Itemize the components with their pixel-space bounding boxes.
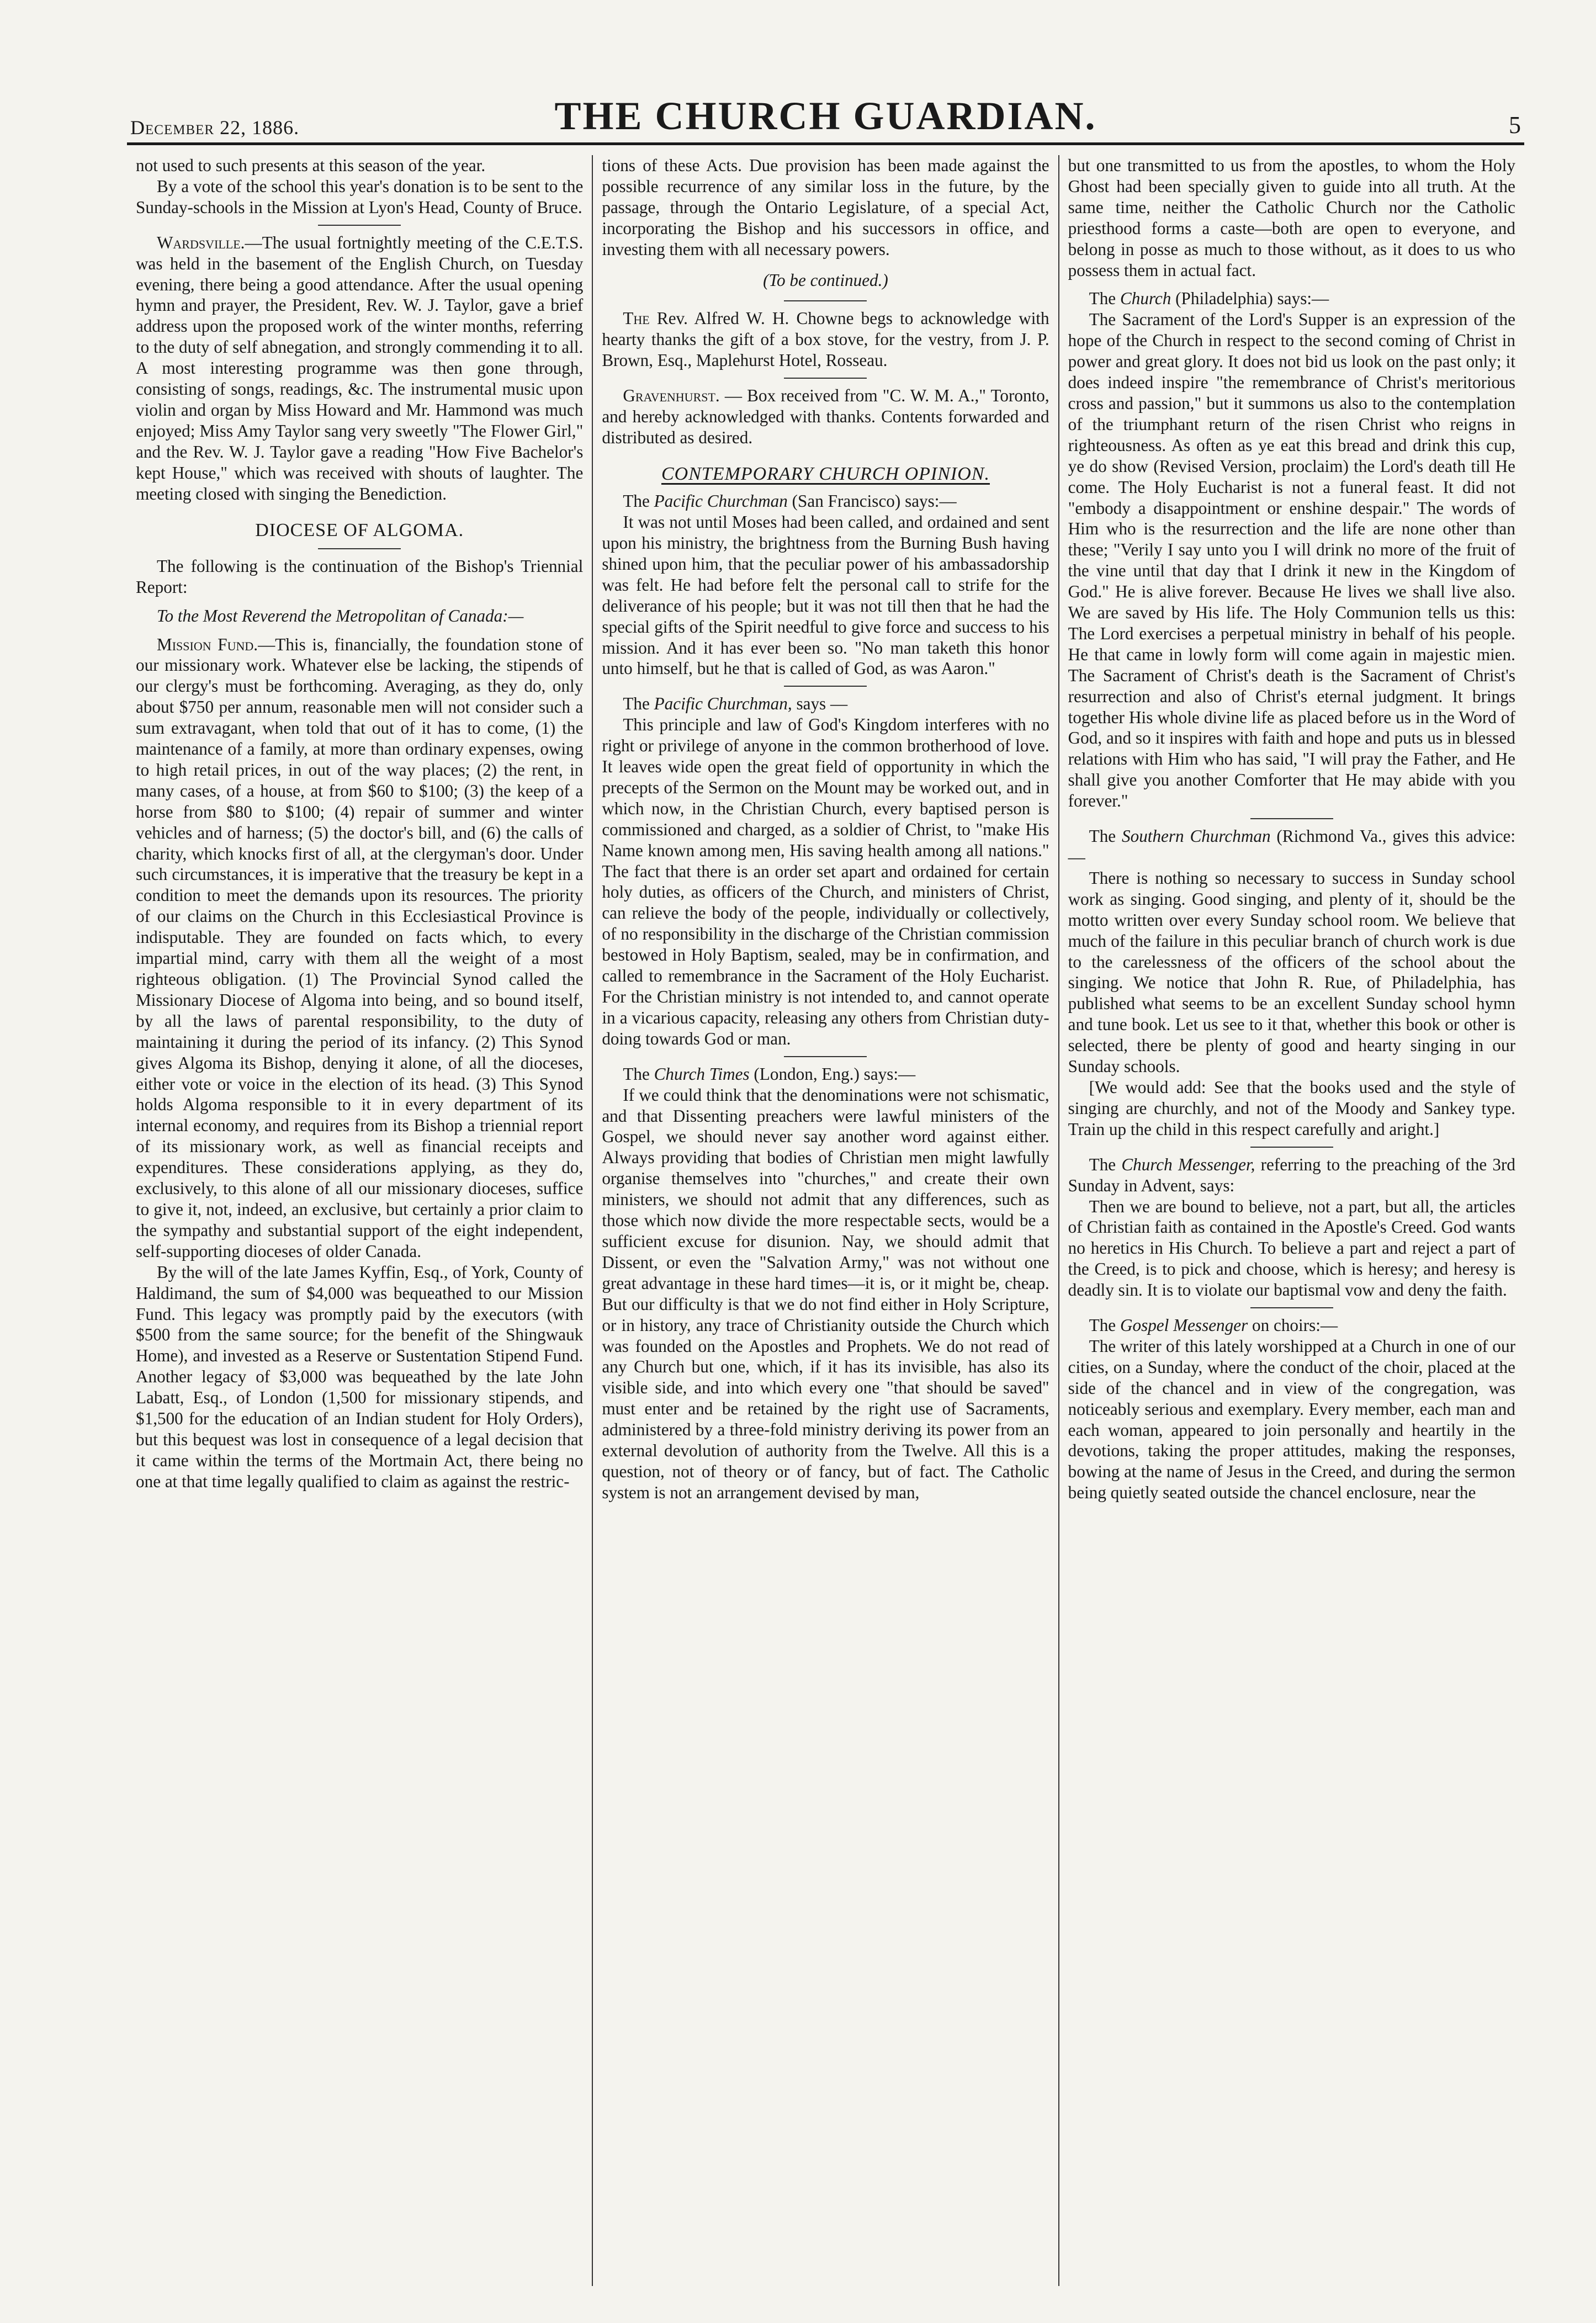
paragraph-lead: The — [623, 309, 650, 328]
paragraph — [602, 308, 1049, 371]
masthead-title: THE CHURCH GUARDIAN. — [554, 94, 1097, 138]
paragraph: The Pacific Churchman (San Francisco) says:— — [623, 491, 957, 511]
paragraph: The Pacific Churchman, says — — [623, 694, 848, 714]
paragraph-text: Rev. Alfred W. H. Chowne begs to acknowledge with hearty thanks the gift of a box stove, for the vestry, from J. P. Brown, Esq., Maplehurst Hotel, Rosseau. — [602, 309, 1049, 370]
continued-note: (To be continued.) — [763, 270, 888, 290]
divider — [784, 378, 867, 379]
divider — [784, 300, 867, 301]
paragraph: This principle and law of God's Kingdom interferes with no right or privilege of anyone in the common brotherhood of love. It leaves wide open the great field of opportunity in which the precepts of the Sermon on the Mount may be worked out, and in which now, in the Christian Church, every baptised person is commissioned and charged, as a soldier of Christ, to "make His Name known among men, His saving health among all nations." The fact that there is an order set apart and ordained for certain holy duties, as officers of the Church, and ministers of Christ, can relieve the body of the people, individually or collectively, of no responsibility in the discharge of the Christian commission bestowed in Holy Baptism, sealed, may be in confirmation, and called to remembrance in the Sacrament of the Holy Eucharist. For the Christian ministry is not intended to, and cannot operate in a vicarious capacity, releasing any others from Christian duty-doing towards God or man. — [602, 715, 1049, 1048]
paragraph: [We would add: See that the books used and the style of singing are churchly, and not of the Moody and Sankey type. Train up the child in this respect carefully and aright.] — [1068, 1077, 1515, 1139]
publication-name: Church Messenger, — [1121, 1154, 1255, 1174]
paragraph: The Southern Churchman (Richmond Va., gives this advice:— — [1068, 826, 1515, 867]
paragraph — [602, 385, 1049, 448]
column-1 — [127, 155, 592, 2286]
dateline: Wardsville. — [157, 232, 245, 252]
paragraph: Then we are bound to believe, not a part, but all, the articles of Christian faith as contained in the Apostle's Creed. God wants no heretics in His Church. To believe a part and reject a part of the Creed, is to pick and choose, which is heresy; and heresy is deadly sin. It is to violate our baptismal vow and deny the faith. — [1068, 1196, 1515, 1300]
paragraph: The Church Messenger, referring to the preaching of the 3rd Sunday in Advent, says: — [1068, 1154, 1515, 1195]
publication-name: Southern Churchman — [1122, 826, 1271, 846]
column-3 — [1058, 155, 1524, 2286]
divider — [784, 1056, 867, 1057]
paragraph: The Sacrament of the Lord's Supper is an expression of the hope of the Church in respect to the second coming of Christ in power and great glory. It does not bid us look on the past only; it does indeed inspire "the remembrance of Christ's meritorious cross and passion," but it summons us also to the contemplation of the triumphant return of the risen Christ who reigns in righteousness. As often as ye eat this bread and drink this cup, ye do show (Revised Version, proclaim) the Lord's death till He come. The Holy Eucharist is not a funeral feast. It did not "embody a disappointment or enshine despair." The words of Him who is the resurrection and the life are none other than these; "Verily I say unto you I will drink no more of the fruit of the vine until that day that I drink it new in the Kingdom of God." He is alive forever. Because He lives we shall live also. We are saved by His life. The Holy Communion tells us this: The Lord exercises a perpetual ministry in behalf of his people. He that came in lowly form will come again in majestic mien. The Sacrament of Christ's death is the Sacrament of Christ's resurrection and also of Christ's eternal judgment. It brings together His whole divine life as placed before us in the Word of God, and so it inspires with faith and hope and puts us in blessed relations with Him who has said, "I will pray the Father, and He shall give you another Comforter that He may abide with you forever." — [1068, 310, 1515, 811]
paragraph: There is nothing so necessary to success in Sunday school work as singing. Good singing, and plenty of it, should be the motto written over every Sunday school room. We believe that much of the failure in this peculiar branch of church work is due to the carelessness of the officers of the school about the singing. We notice that John R. Rue, of Philadelphia, has published what seems to be an excellent Sunday school hymn and tune book. Let us see to it that, whether this book or other is selected, there be plenty of good and hearty singing in our Sunday schools. — [1068, 868, 1515, 1076]
article-columns — [127, 155, 1524, 2286]
address-line: To the Most Reverend the Metropolitan of Canada:— — [157, 606, 524, 625]
paragraph: By the will of the late James Kyffin, Esq., of York, County of Haldimand, the sum of $4,000 was bequeathed to our Mission Fund. This legacy was promptly paid by the executors (with $500 from the same source; for the benefit of the Shingwauk Home), and invested as a Reserve or Sustentation Stipend Fund. Another legacy of $3,000 was bequeathed by the late John Labatt, Esq., of London (1,500 for missionary stipends, and $1,500 for the education of an Indian student for Holy Orders), but this bequest was lost in consequence of a legal decision that it came within the terms of the Mortmain Act, there being no one at that time legally qualified to claim as against the restric- — [136, 1262, 584, 1491]
divider — [1250, 1147, 1333, 1148]
section-heading: DIOCESE OF ALGOMA. — [255, 519, 464, 540]
divider — [1250, 1307, 1333, 1308]
subsection-lead: Mission Fund. — [157, 634, 258, 654]
publication-name: Church Times — [654, 1064, 750, 1084]
paragraph — [136, 634, 583, 1262]
column-2 — [592, 155, 1058, 2286]
paragraph: The Church Times (London, Eng.) says:— — [623, 1064, 916, 1084]
paragraph: but one transmitted to us from the apostles, to whom the Holy Ghost had been specially given to guide into all truth. At the same time, neither the Catholic Church nor the Catholic priesthood forms a caste—both are open to everyone, and belong in posse as much to those without, as it does to us who possess them in actual fact. — [1068, 156, 1515, 280]
page-header — [127, 88, 1524, 145]
paragraph — [136, 232, 583, 505]
publication-name: Church — [1120, 289, 1171, 309]
paragraph: The following is the continuation of the Bishop's Triennial Report: — [136, 556, 584, 597]
paragraph: not used to such presents at this season of the year. — [136, 156, 486, 175]
issue-date: December 22, 1886. — [130, 116, 300, 139]
divider — [318, 548, 401, 549]
paragraph-text: —The usual fortnightly meeting of the C.E.T.S. was held in the basement of the English Church, on Tuesday evening, there being a good attendance. After the usual opening hymn and prayer, the President, Rev. W. J. Taylor, gave a brief address upon the proposed work of the winter months, referring to the duty of self abnegation, and strongly commending it to all. A most interesting programme was then gone through, consisting of songs, readings, &c. The instrumental music upon violin and organ by Miss Howard and Mr. Hammond was much enjoyed; Miss Amy Taylor sang very sweetly "The Flower Girl," and the Rev. W. J. Taylor gave a reading "How Five Bachelor's kept House," which was received with shouts of laughter. The meeting closed with singing the Benediction. — [136, 232, 584, 503]
publication-name: Gospel Messenger — [1120, 1316, 1248, 1335]
divider — [318, 225, 401, 226]
dateline: Gravenhurst. — [623, 386, 720, 406]
publication-name: Pacific Churchman — [654, 491, 788, 511]
paragraph: The Gospel Messenger on choirs:— — [1089, 1316, 1338, 1335]
section-heading: CONTEMPORARY CHURCH OPINION. — [661, 463, 990, 484]
paragraph: If we could think that the denominations were not schismatic, and that Dissenting preachers were lawful ministers of the Gospel, we should never say another word against either. Always providing that bodies of Christian men might lawfully organise themselves into "churches," and create their own ministers, we should not admit that any differences, such as those which now divide the more respectable sects, would be a sufficient excuse for disunion. Nay, we should admit that Dissent, or even the "Salvation Army," was not without one great advantage in these hard times—it is, or it might be, cheap. But our difficulty is that we do not find either in Holy Scripture, or in history, any trace of Christianity outside the Church which was founded on the Apostles and Prophets. We do not read of any Church but one, which, if it has its invisible, has also its visible side, and into which every one "that should be saved" must enter and be retained by the right use of Sacraments, administered by a three-fold ministry deriving its power from an external devolution of authority from the Twelve. All this is a question, not of theory or of fancy, but of fact. The Catholic system is not an arrangement devised by man, — [602, 1085, 1049, 1502]
paragraph: tions of these Acts. Due provision has been made against the possible recurrence of any similar loss in the future, by the passage, through the Ontario Legislature, of a special Act, incorporating the Bishop and his successors in office, and investing them with all necessary powers. — [602, 156, 1049, 259]
paragraph: The writer of this lately worshipped at a Church in one of our cities, on a Sunday, where the conduct of the choir, placed at the side of the chancel and in view of the congregation, was noticeably serious and exemplary. Every member, each man and each woman, appeared to join personally and heartily in the devotions, taking the proper attitudes, making the responses, bowing at the name of Jesus in the Creed, and during the sermon being quietly seated outside the chancel enclosure, near the — [1068, 1336, 1515, 1503]
paragraph-text: —This is, financially, the foundation stone of our missionary work. Whatever else be lacking, the stipends of our clergy's must be forthcoming. Averaging, as they do, only about $750 per annum, reasonable men will not consider such a sum extravagant, when told that out of it has to come, (1) the maintenance of a family, at more than ordinary expenses, owing to high retail prices, in out of the way places; (2) the rent, in many cases, of a house, at from $60 to $100; (3) the keep of a horse from $80 to $100; (4) repair of summer and winter vehicles and of harness; (5) the doctor's bill, and (6) the calls of charity, which knocks first of all, at the clergyman's door. Under such circumstances, it is imperative that the treasury be kept in a condition to meet the demands upon its resources. The priority of our claims on the Church in this Ecclesiastical Province is indisputable. They are founded on facts which, to every impartial mind, carry with them all the weight of a most righteous obligation. (1) The Provincial Synod called the Missionary Diocese of Algoma into being, and so bound itself, by all the laws of parental responsibility, to the duty of maintaining it during the period of its infancy. (2) This Synod gives Algoma its Bishop, denying it alone, of all the dioceses, either vote or voice in the election of its head. (3) This Synod holds Algoma responsible to it in every department of its internal economy, and requires from its Bishop a triennial report of its missionary work, as well as financial receipts and expenditures. These considerations applying, as they do, exclusively, to this alone of all our missionary dioceses, suffice to give it, not, indeed, an exclusive, but certainly a prior claim to the sympathy and substantial support of the eight independent, self-supporting dioceses of older Canada. — [136, 634, 584, 1261]
publication-name: Pacific Churchman, — [654, 694, 792, 714]
page-number: 5 — [1509, 112, 1521, 139]
divider — [1250, 818, 1333, 819]
paragraph: It was not until Moses had been called, and ordained and sent upon his ministry, the brightness from the Burning Bush having shined upon him, that the peculiar power of his ambassadorship was felt. He had before felt the personal call to strife for the deliverance of his people; but it was not till then that he had the special gifts of the Spirit needful to give force and success to his mission. And it has ever been so. "No man taketh this honor unto himself, but he that is called of God, as was Aaron." — [602, 512, 1049, 678]
paragraph: The Church (Philadelphia) says:— — [1089, 289, 1329, 309]
divider — [784, 686, 867, 687]
paragraph-text: — Box received from "C. W. M. A.," Toronto, and hereby acknowledged with thanks. Contents forwarded and distributed as desired. — [602, 386, 1049, 447]
paragraph: By a vote of the school this year's donation is to be sent to the Sunday-schools in the Mission at Lyon's Head, County of Bruce. — [136, 176, 584, 217]
